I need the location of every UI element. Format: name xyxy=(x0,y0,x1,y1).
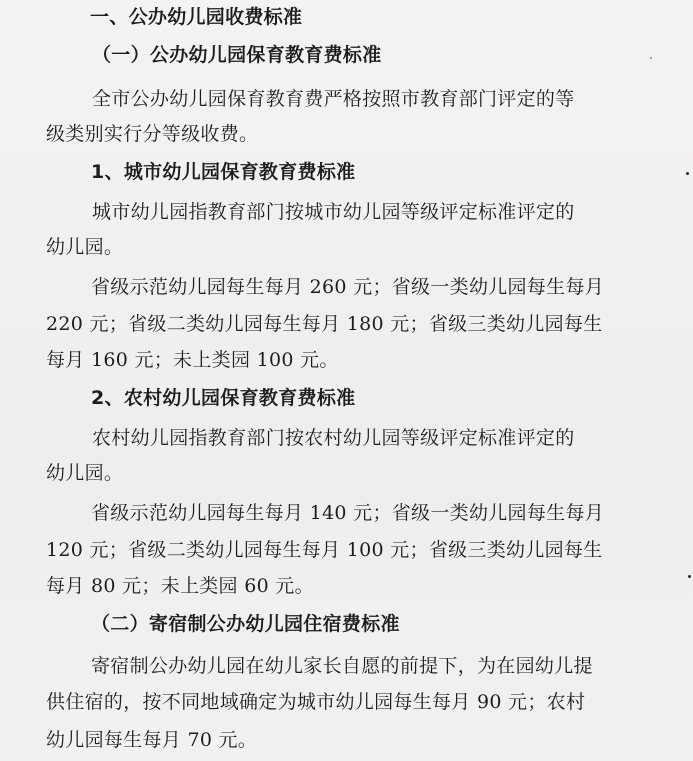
subsection-heading-2: （二）寄宿制公办幼儿园住宿费标准 xyxy=(91,613,400,635)
fee-line: 120 元；省级二类幼儿园每生每月 100 元；省级三类幼儿园每生 xyxy=(46,539,603,561)
paragraph-line: 幼儿园。 xyxy=(46,462,124,484)
fee-line: 220 元；省级二类幼儿园每生每月 180 元；省级三类幼儿园每生 xyxy=(46,313,603,335)
paragraph-line: 全市公办幼儿园保育教育费严格按照市教育部门评定的等 xyxy=(92,88,575,110)
paragraph-line: 级类别实行分等级收费。 xyxy=(46,123,259,145)
item-heading-1: 1、城市幼儿园保育教育费标准 xyxy=(91,161,356,183)
scan-mark xyxy=(686,172,689,175)
paragraph-line: 农村幼儿园指教育部门按农村幼儿园等级评定标准评定的 xyxy=(92,427,575,449)
paragraph-line: 城市幼儿园指教育部门按城市幼儿园等级评定标准评定的 xyxy=(92,201,575,223)
subsection-heading-1: （一）公办幼儿园保育教育费标准 xyxy=(92,44,382,66)
paragraph-line: 供住宿的，按不同地域确定为城市幼儿园每生每月 90 元；农村 xyxy=(46,691,586,713)
paragraph-line: 幼儿园每生每月 70 元。 xyxy=(46,729,258,751)
item-heading-2: 2、农村幼儿园保育教育费标准 xyxy=(91,387,356,409)
fee-line: 每月 160 元；未上类园 100 元。 xyxy=(46,349,339,371)
paragraph-line: 幼儿园。 xyxy=(46,236,124,258)
fee-line: 每月 80 元；未上类园 60 元。 xyxy=(46,575,314,597)
section-heading: 一、公办幼儿园收费标准 xyxy=(90,6,303,28)
scan-mark xyxy=(650,57,652,59)
scan-mark xyxy=(688,575,691,578)
paragraph-line: 寄宿制公办幼儿园在幼儿家长自愿的前提下，为在园幼儿提 xyxy=(91,655,593,677)
fee-line: 省级示范幼儿园每生每月 140 元；省级一类幼儿园每生每月 xyxy=(91,502,605,524)
fee-line: 省级示范幼儿园每生每月 260 元；省级一类幼儿园每生每月 xyxy=(91,276,605,298)
